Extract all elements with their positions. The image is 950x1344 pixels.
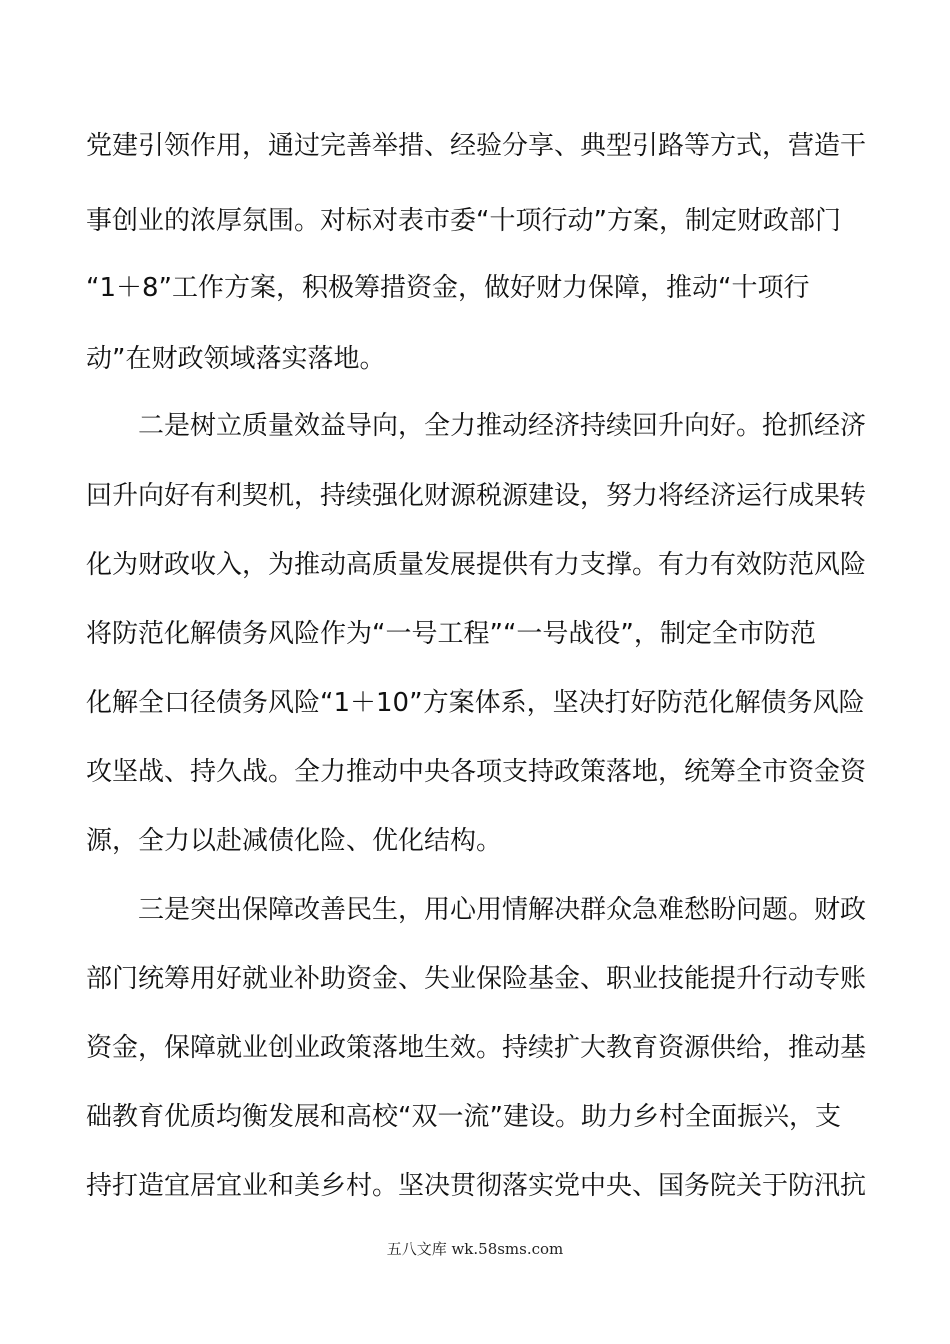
text-line: “1＋8”工作方案，积极筹措资金，做好财力保障，推动“十项行 [86, 273, 810, 303]
text-line: 回升向好有利契机，持续强化财源税源建设，努力将经济运行成果转 [86, 481, 867, 511]
text-line: 部门统筹用好就业补助资金、失业保险基金、职业技能提升行动专账 [86, 964, 867, 994]
text-line: 动”在财政领域落实落地。 [86, 344, 386, 374]
paragraph-start-line: 三是突出保障改善民生，用心用情解决群众急难愁盼问题。财政 [138, 895, 867, 925]
text-line: 将防范化解债务风险作为“一号工程”“一号战役”，制定全市防范 [86, 619, 816, 649]
text-line: 资金，保障就业创业政策落地生效。持续扩大教育资源供给，推动基 [86, 1033, 867, 1063]
footer-watermark: 五八文库 wk.58sms.com [386, 1240, 564, 1258]
text-line: 化为财政收入，为推动高质量发展提供有力支撑。有力有效防范风险 [86, 550, 867, 580]
text-line: 础教育优质均衡发展和高校“双一流”建设。助力乡村全面振兴，支 [86, 1102, 841, 1132]
text-line: 攻坚战、持久战。全力推动中央各项支持政策落地，统筹全市资金资 [86, 757, 867, 787]
paragraph-start-line: 二是树立质量效益导向，全力推动经济持续回升向好。抢抓经济 [138, 411, 867, 441]
text-line: 化解全口径债务风险“1＋10”方案体系，坚决打好防范化解债务风险 [86, 688, 865, 718]
text-line: 持打造宜居宜业和美乡村。坚决贯彻落实党中央、国务院关于防汛抗 [86, 1171, 867, 1201]
text-line: 源，全力以赴减债化险、优化结构。 [86, 826, 503, 856]
text-line: 事创业的浓厚氛围。对标对表市委“十项行动”方案，制定财政部门 [86, 206, 841, 236]
text-line: 党建引领作用，通过完善举措、经验分享、典型引路等方式，营造干 [86, 131, 867, 161]
